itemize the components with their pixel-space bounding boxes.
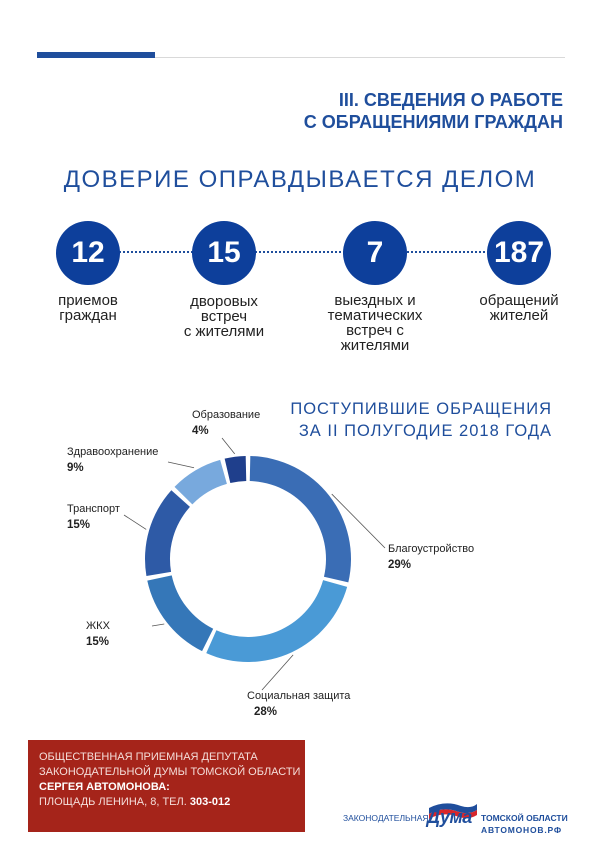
stat-value: 7	[343, 221, 407, 285]
stat-value: 12	[56, 221, 120, 285]
leader-line	[168, 462, 194, 468]
label-social-protection	[247, 688, 350, 720]
category-name: ЖКХ	[86, 620, 110, 632]
stat-value: 187	[487, 221, 551, 285]
stat-label: дворовых встреч с жителями	[183, 293, 265, 340]
label-improvement	[388, 541, 474, 573]
label-transport	[67, 501, 120, 533]
footer-line1: ОБЩЕСТВЕННАЯ ПРИЕМНАЯ ДЕПУТАТА	[39, 751, 258, 763]
segment-transport	[145, 490, 190, 576]
phone-number: 303-012	[189, 796, 231, 808]
chart-title-line1: ПОСТУПИВШИЕ ОБРАЩЕНИЯ	[290, 400, 552, 418]
address: ПЛОЩАДЬ ЛЕНИНА, 8, ТЕЛ.	[39, 796, 190, 808]
stat-label: выездных и тематических встреч с жителями	[327, 292, 423, 354]
label-healthcare	[67, 444, 158, 476]
slogan: ДОВЕРИЕ ОПРАВДЫВАЕТСЯ ДЕЛОМ	[63, 166, 537, 193]
segment-housing	[147, 575, 213, 651]
category-percent: 15%	[67, 519, 91, 531]
logo-right-text: ТОМСКОЙ ОБЛАСТИ	[481, 813, 568, 823]
reception-info-box	[28, 740, 305, 832]
segment-healthcare	[175, 460, 227, 505]
logo-left-text: ЗАКОНОДАТЕЛЬНАЯ	[343, 813, 429, 823]
label-housing	[86, 618, 110, 650]
leader-line	[152, 624, 164, 626]
stat-value: 15	[192, 221, 256, 285]
address-line	[39, 795, 305, 810]
label-education	[192, 407, 260, 439]
leader-line	[124, 515, 146, 529]
segment-social-protection	[206, 580, 347, 662]
category-percent: 15%	[86, 636, 110, 648]
category-percent: 9%	[67, 462, 84, 474]
logo-duma-text: Дума	[427, 807, 472, 827]
category-percent: 4%	[192, 425, 209, 437]
footer-line2: ЗАКОНОДАТЕЛЬНОЙ ДУМЫ ТОМСКОЙ ОБЛАСТИ	[39, 766, 301, 778]
section-title-line2: С ОБРАЩЕНИЯМИ ГРАЖДАН	[303, 112, 563, 132]
website-link[interactable]: АВТОМОНОВ.РФ	[481, 825, 562, 835]
category-name: Здравоохранение	[67, 446, 159, 458]
chart-title-line2: ЗА II ПОЛУГОДИЕ 2018 ГОДА	[298, 422, 552, 440]
duma-logo	[343, 800, 573, 840]
segment-education	[225, 456, 247, 483]
category-name: Транспорт	[67, 503, 120, 515]
category-name: Образование	[192, 409, 261, 421]
deputy-name: СЕРГЕЯ АВТОМОНОВА:	[39, 781, 170, 793]
category-percent: 29%	[388, 559, 412, 571]
stat-label: приемов граждан	[58, 292, 118, 324]
category-percent: 28%	[254, 706, 278, 718]
category-name: Благоустройство	[388, 543, 475, 555]
stat-label: обращений жителей	[479, 292, 559, 324]
category-name: Социальная защита	[247, 690, 351, 702]
segment-improvement	[250, 456, 351, 582]
section-title-line1: III. СВЕДЕНИЯ О РАБОТЕ	[338, 90, 563, 110]
leader-line	[222, 438, 235, 454]
